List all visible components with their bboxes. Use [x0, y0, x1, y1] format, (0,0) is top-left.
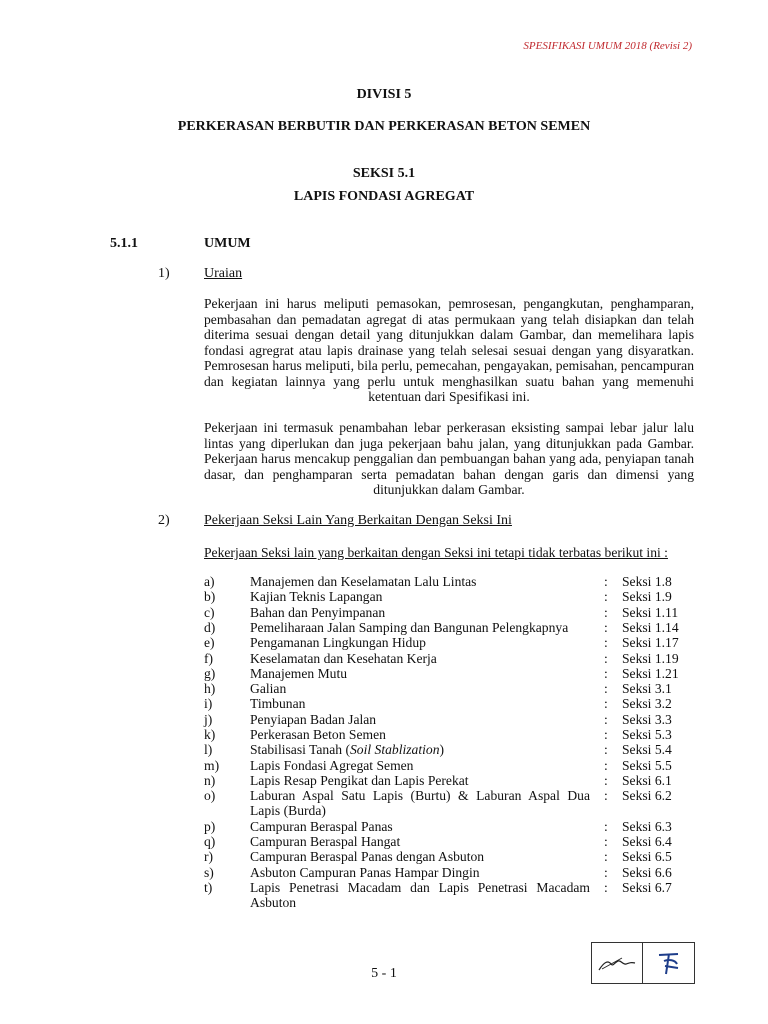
list-item-letter: p): [204, 818, 216, 834]
list-item-letter: f): [204, 650, 214, 666]
list-item-letter: g): [204, 665, 216, 681]
item2-heading: Pekerjaan Seksi Lain Yang Berkaitan Dengan Seksi Ini: [204, 513, 512, 528]
list-item-colon: :: [604, 604, 608, 620]
list-item-text: Keselamatan dan Kesehatan Kerja: [250, 650, 437, 666]
list-item: [0, 865, 768, 880]
signature-scribble-icon: [592, 943, 643, 983]
item1-paragraph1: Pekerjaan ini harus meliputi pemasokan, pemrosesan, pengangkutan, penghamparan, pembasahan dan pemadatan agregat di atas permukaan yang telah disiapkan dan telah diterima sesuai dengan detail yang ditunjukkan dalam Gambar, dan memelihara lapis fondasi agregrat atau lapis drainase yang telah selesai sesuai dengan yang disyaratkan. Pemrosesan harus meliputi, bila perlu, pemecahan, pengayakan, pemisahan, pencampuran dan kegiatan lainnya yang perlu untuk menghasilkan suatu bahan yang memenuhi ketentuan dari Spesifikasi ini.: [204, 296, 694, 404]
list-item-letter: i): [204, 696, 213, 712]
list-item: [0, 788, 768, 819]
list-item-letter: q): [204, 834, 216, 849]
list-item: [0, 742, 768, 757]
list-item: [0, 620, 768, 635]
list-item: [0, 849, 768, 864]
list-item-ref: Seksi 1.11: [622, 604, 679, 620]
division-label: DIVISI 5: [356, 87, 412, 102]
list-item-text: Lapis Fondasi Agregat Semen: [250, 757, 414, 773]
list-item-ref: Seksi 5.4: [622, 742, 672, 758]
list-item-text: Campuran Beraspal Panas dengan Asbuton: [250, 849, 485, 865]
list-item-colon: :: [604, 665, 608, 681]
list-item-letter: b): [204, 589, 216, 605]
list-item-colon: :: [604, 788, 608, 804]
list-item-letter: s): [204, 864, 214, 880]
list-item-text: Pemeliharaan Jalan Samping dan Bangunan Pelengkapnya: [250, 619, 569, 635]
list-item-text: Kajian Teknis Lapangan: [250, 589, 383, 605]
list-item-ref: Seksi 1.21: [622, 665, 679, 681]
list-item-ref: Seksi 6.4: [622, 834, 672, 849]
section-label: SEKSI 5.1: [352, 166, 416, 181]
list-item-ref: Seksi 1.8: [622, 574, 672, 589]
list-item: [0, 681, 768, 696]
list-item: [0, 712, 768, 727]
list-item: [0, 635, 768, 650]
list-item-ref: Seksi 1.14: [622, 619, 679, 635]
list-item-letter: h): [204, 681, 216, 697]
list-item-text: Campuran Beraspal Panas: [250, 818, 393, 834]
list-item-letter: r): [204, 849, 214, 865]
list-item-text: Timbunan: [250, 696, 306, 712]
subsection-title: UMUM: [204, 236, 251, 251]
list-item-ref: Seksi 1.17: [622, 635, 679, 651]
list-item: [0, 666, 768, 681]
list-item: [0, 589, 768, 604]
list-item-ref: Seksi 3.2: [622, 696, 672, 712]
list-item-colon: :: [604, 772, 608, 788]
list-item-text: Pengamanan Lingkungan Hidup: [250, 635, 426, 651]
list-item-letter: d): [204, 619, 216, 635]
list-item-text: Manajemen Mutu: [250, 665, 348, 681]
list-item: [0, 834, 768, 849]
list-item-letter: e): [204, 635, 215, 651]
list-item-colon: :: [604, 879, 608, 895]
list-item-text: Campuran Beraspal Hangat: [250, 834, 401, 849]
list-item-letter: t): [204, 879, 213, 895]
list-item-text: Asbuton Campuran Panas Hampar Dingin: [250, 864, 480, 880]
list-item-colon: :: [604, 589, 608, 605]
list-item-letter: c): [204, 604, 215, 620]
list-item-colon: :: [604, 711, 608, 727]
list-item: [0, 773, 768, 788]
list-item-ref: Seksi 6.5: [622, 849, 672, 865]
list-item-text: Perkerasan Beton Semen: [250, 727, 386, 742]
list-item-ref: Seksi 1.19: [622, 650, 679, 666]
header-spec-note: SPESIFIKASI UMUM 2018 (Revisi 2): [523, 40, 692, 52]
item1-number: 1): [158, 266, 170, 281]
list-item-colon: :: [604, 574, 608, 589]
list-item-ref: Seksi 1.9: [622, 589, 672, 605]
list-item: [0, 727, 768, 742]
page-number: 5 - 1: [371, 966, 397, 981]
list-item: [0, 651, 768, 666]
initials-icon: [643, 943, 694, 983]
list-item-letter: o): [204, 788, 216, 804]
list-item: [0, 758, 768, 773]
list-item-text: Stabilisasi Tanah (Soil Stablization): [250, 742, 445, 758]
division-title: PERKERASAN BERBUTIR DAN PERKERASAN BETON SEMEN: [177, 119, 591, 134]
list-item-ref: Seksi 3.3: [622, 711, 672, 727]
list-item-ref: Seksi 6.7: [622, 879, 672, 895]
list-item-colon: :: [604, 635, 608, 651]
item1-heading: Uraian: [204, 266, 243, 281]
list-item-colon: :: [604, 864, 608, 880]
list-item-text: Lapis Penetrasi Macadam dan Lapis Penetrasi Macadam Asbuton: [250, 879, 590, 910]
signature-box: [591, 942, 695, 984]
list-item-text: Bahan dan Penyimpanan: [250, 604, 386, 620]
list-item-letter: k): [204, 727, 216, 742]
list-item-colon: :: [604, 757, 608, 773]
list-item-colon: :: [604, 834, 608, 849]
list-item-colon: :: [604, 727, 608, 742]
list-item-text: Penyiapan Badan Jalan: [250, 711, 377, 727]
list-item-letter: m): [204, 757, 220, 773]
list-item-ref: Seksi 6.3: [622, 818, 672, 834]
list-item-ref: Seksi 5.5: [622, 757, 672, 773]
list-item-ref: Seksi 5.3: [622, 727, 672, 742]
list-item: [0, 574, 768, 589]
list-item-colon: :: [604, 849, 608, 865]
list-item-letter: l): [204, 742, 213, 758]
list-item-letter: a): [204, 574, 215, 589]
list-item-ref: Seksi 6.1: [622, 772, 672, 788]
list-item: [0, 879, 768, 910]
item2-number: 2): [158, 513, 170, 528]
list-item-ref: Seksi 6.6: [622, 864, 672, 880]
list-item-text: Lapis Resap Pengikat dan Lapis Perekat: [250, 772, 469, 788]
list-item-letter: j): [204, 711, 213, 727]
item1-paragraph2: Pekerjaan ini termasuk penambahan lebar perkerasan eksisting sampai lebar jalur lalu lintas yang diperlukan dan juga pekerjaan bahu jalan, yang ditunjukkan pada Gambar. Pekerjaan harus mencakup penggalian dan pembuangan bahan yang ada, penyiapan tanah dasar, dan penghamparan serta pemadatan bahan dengan garis dan dimensi yang ditunjukkan dalam Gambar.: [204, 420, 694, 497]
list-item-text: Manajemen dan Keselamatan Lalu Lintas: [250, 574, 477, 589]
list-item-colon: :: [604, 650, 608, 666]
list-item-colon: :: [604, 818, 608, 834]
list-item: [0, 696, 768, 711]
item2-intro: Pekerjaan Seksi lain yang berkaitan dengan Seksi ini tetapi tidak terbatas berikut ini :: [204, 545, 668, 560]
list-item-colon: :: [604, 681, 608, 697]
list-item-ref: Seksi 3.1: [622, 681, 672, 697]
list-item-text: Laburan Aspal Satu Lapis (Burtu) & Laburan Aspal Dua Lapis (Burda): [250, 788, 590, 819]
list-item-colon: :: [604, 619, 608, 635]
list-item-text: Galian: [250, 681, 287, 697]
list-item: [0, 605, 768, 620]
list-item-colon: :: [604, 742, 608, 758]
list-item-colon: :: [604, 696, 608, 712]
subsection-number: 5.1.1: [110, 236, 138, 251]
list-item-ref: Seksi 6.2: [622, 788, 672, 804]
list-item-letter: n): [204, 772, 216, 788]
list-item: [0, 819, 768, 834]
section-title: LAPIS FONDASI AGREGAT: [293, 189, 475, 204]
